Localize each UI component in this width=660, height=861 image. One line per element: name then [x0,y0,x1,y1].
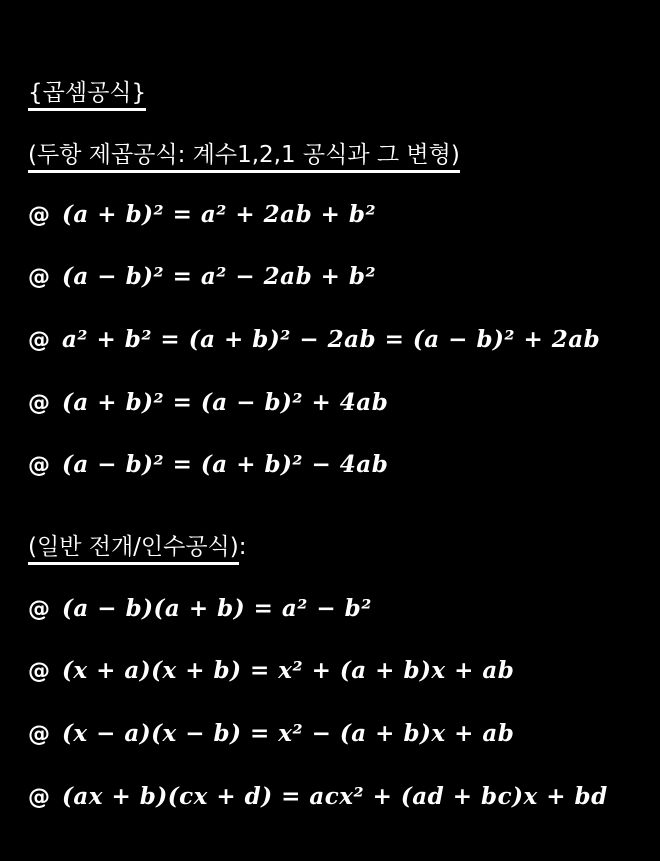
formula-row [28,262,376,293]
heading-text: (두항 제곱공식: 계수1,2,1 공식과 그 변형) [28,142,460,173]
formula-row [28,719,514,750]
formula-expression: (a − b)² = (a + b)² − 4ab [62,451,389,478]
formula-row [28,450,388,481]
at-bullet-icon: @ [28,328,50,353]
at-bullet-icon: @ [28,391,50,416]
heading-binomial-square-formulas [28,140,460,170]
heading-suffix: : [238,534,247,560]
at-bullet-icon: @ [28,453,50,478]
heading-text: {곱셈공식} [28,80,146,111]
formula-expression: a² + b² = (a + b)² − 2ab = (a − b)² + 2ab [62,326,601,353]
formula-row [28,388,388,419]
at-bullet-icon: @ [28,785,50,810]
formula-expression: (x − a)(x − b) = x² − (a + b)x + ab [62,720,515,747]
formula-expression: (a + b)² = (a − b)² + 4ab [62,389,389,416]
at-bullet-icon: @ [28,722,50,747]
formula-expression: (ax + b)(cx + d) = acx² + (ad + bc)x + bd [62,783,608,810]
heading-general-expansion-factoring [28,532,247,562]
formula-row [28,325,600,356]
formula-expression: (x + a)(x + b) = x² + (a + b)x + ab [62,657,515,684]
formula-expression: (a − b)(a + b) = a² − b² [62,595,372,622]
heading-text: (일반 전개/인수공식) [28,534,239,565]
at-bullet-icon: @ [28,659,50,684]
formula-row [28,782,608,813]
at-bullet-icon: @ [28,265,50,290]
heading-multiplication-formulas [28,78,146,108]
formula-expression: (a + b)² = a² + 2ab + b² [62,201,377,228]
at-bullet-icon: @ [28,597,50,622]
formula-expression: (a − b)² = a² − 2ab + b² [62,263,377,290]
formula-row [28,656,514,687]
formula-row [28,200,376,231]
formula-row [28,594,372,625]
at-bullet-icon: @ [28,203,50,228]
